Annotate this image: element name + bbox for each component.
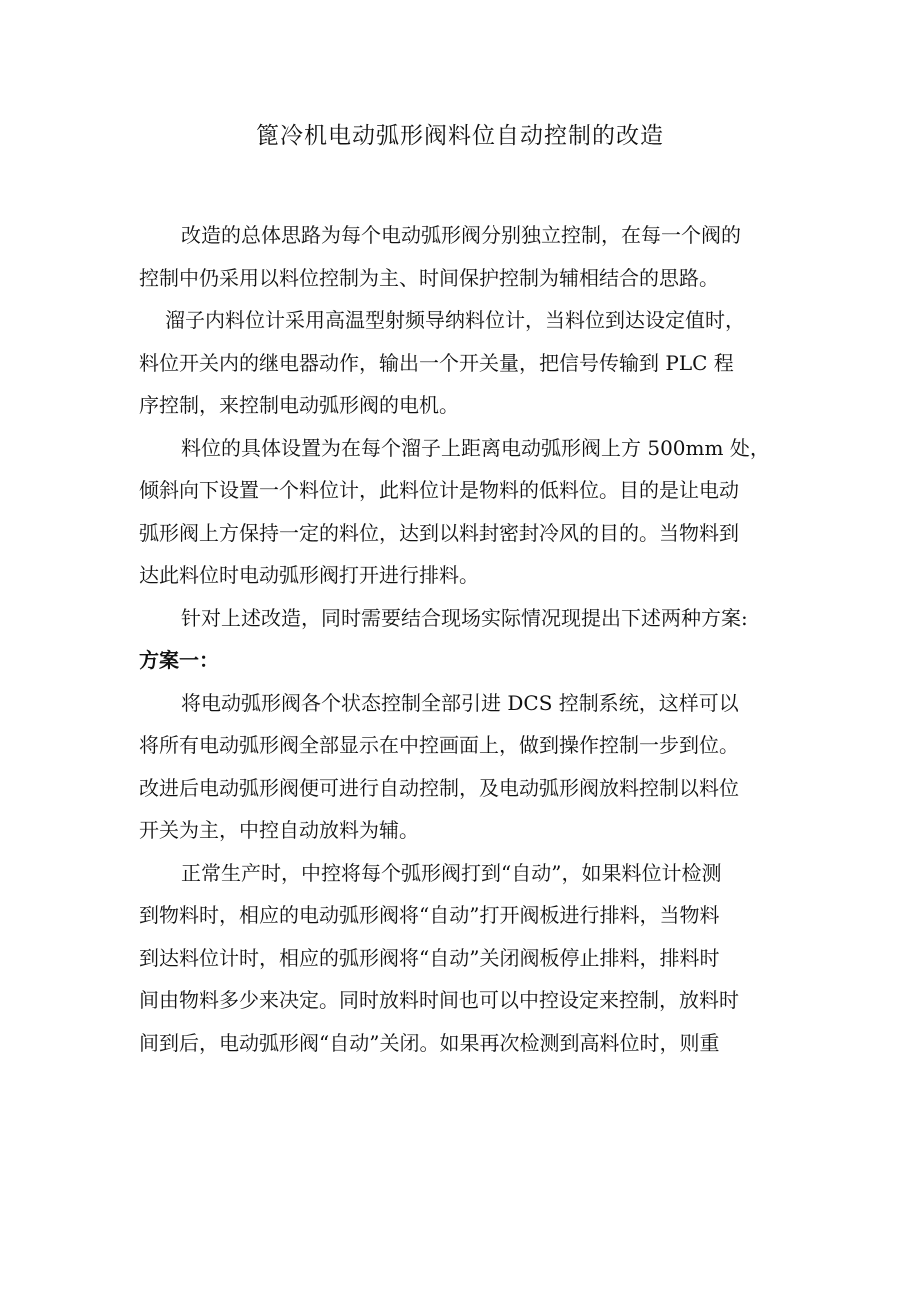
paragraph-5-line-1: 将电动弧形阀各个状态控制全部引进 DCS 控制系统，这样可以	[181, 690, 739, 715]
paragraph-3-line-3: 弧形阀上方保持一定的料位，达到以料封密封冷风的目的。当物料到	[139, 520, 739, 545]
paragraph-3-line-1: 料位的具体设置为在每个溜子上距离电动弧形阀上方 500mm 处，	[181, 435, 770, 460]
paragraph-5-line-2: 将所有电动弧形阀全部显示在中控画面上，做到操作控制一步到位。	[139, 733, 739, 757]
paragraph-1-line-2: 控制中仍采用以料位控制为主、时间保护控制为辅相结合的思路。	[139, 265, 719, 290]
paragraph-4-line-1: 针对上述改造，同时需要结合现场实际情况现提出下述两种方案:	[181, 605, 748, 630]
paragraph-6-line-3: 到达料位计时，相应的弧形阀将“自动”关闭阀板停止排料，排料时	[139, 945, 720, 970]
paragraph-3-line-2: 倾斜向下设置一个料位计，此料位计是物料的低料位。目的是让电动	[139, 478, 739, 502]
paragraph-2-line-3: 序控制，来控制电动弧形阀的电机。	[139, 393, 459, 417]
paragraph-1-line-1: 改造的总体思路为每个电动弧形阀分别独立控制，在每一个阀的	[181, 223, 741, 247]
document-body	[139, 214, 787, 1064]
paragraph-5-line-4: 开关为主，中控自动放料为辅。	[139, 818, 419, 842]
paragraph-3-line-4: 达此料位时电动弧形阀打开进行排料。	[139, 563, 479, 587]
paragraph-6-line-4: 间由物料多少来决定。同时放料时间也可以中控设定来控制，放料时	[139, 988, 739, 1012]
paragraph-2-line-1: 溜子内料位计采用高温型射频导纳料位计，当料位到达设定值时，	[165, 308, 745, 332]
paragraph-6-line-1: 正常生产时，中控将每个弧形阀打到“自动”，如果料位计检测	[181, 860, 722, 885]
document-title: 篦冷机电动弧形阀料位自动控制的改造	[256, 123, 664, 149]
paragraph-6-line-2: 到物料时，相应的电动弧形阀将“自动”打开阀板进行排料，当物料	[139, 903, 720, 927]
section-heading-plan-one: 方案一：	[139, 648, 219, 672]
paragraph-2-line-2: 料位开关内的继电器动作，输出一个开关量，把信号传输到 PLC 程	[139, 350, 734, 375]
paragraph-5-line-3: 改进后电动弧形阀便可进行自动控制，及电动弧形阀放料控制以料位	[139, 775, 739, 800]
paragraph-6-line-5: 间到后，电动弧形阀“自动”关闭。如果再次检测到高料位时，则重	[139, 1030, 720, 1055]
